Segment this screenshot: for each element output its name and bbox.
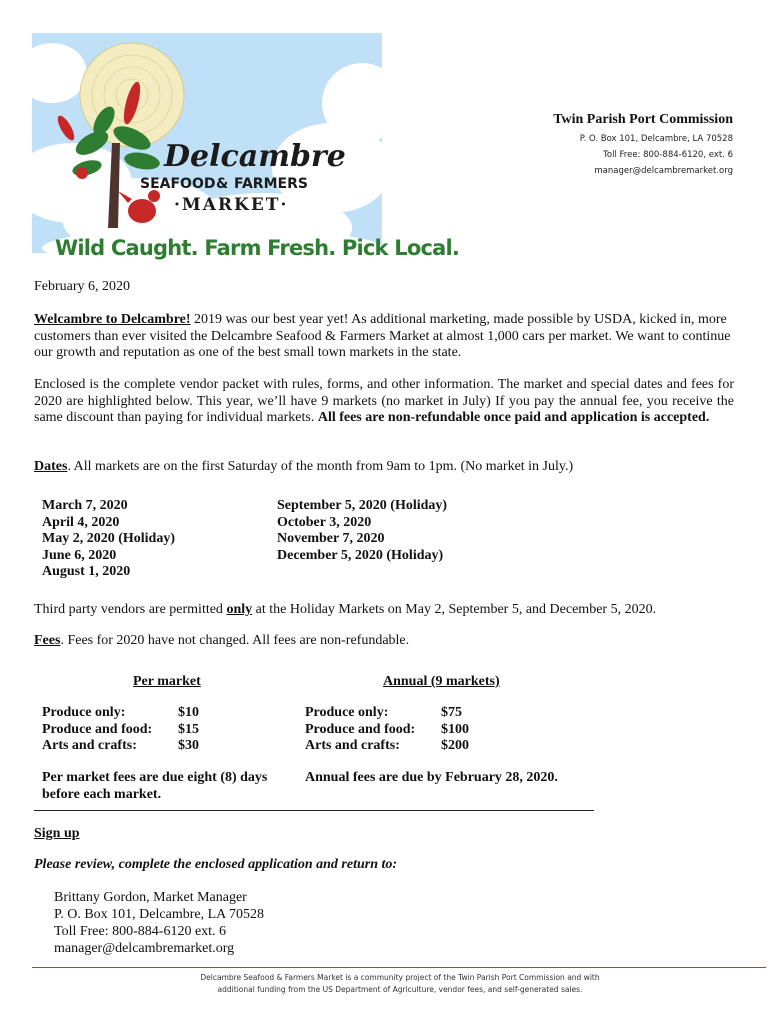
fees-paragraph	[34, 633, 734, 650]
page-footer	[120, 972, 680, 995]
third-party-paragraph	[34, 602, 734, 619]
fee-value: $100	[441, 721, 469, 737]
market-date: June 6, 2020	[42, 547, 117, 563]
fee-value: $15	[178, 721, 199, 737]
annual-header: Annual (9 markets)	[383, 674, 500, 689]
footer-line: additional funding from the US Department of Agriculture, vendor fees, and self-generated sales.	[217, 984, 583, 994]
org-name: Twin Parish Port Commission	[553, 112, 733, 127]
org-phone: Toll Free: 800-884-6120, ext. 6	[603, 150, 733, 160]
letter-date: February 6, 2020	[34, 279, 131, 294]
market-date: August 1, 2020	[42, 564, 131, 579]
annual-fees	[305, 705, 469, 755]
footer-rule	[32, 967, 766, 968]
return-address-line: Brittany Gordon, Market Manager	[54, 890, 247, 905]
fee-label: Produce and food:	[42, 721, 153, 737]
per-market-note: Per market fees are due eight (8) days before each market.	[42, 770, 268, 802]
fee-value: $200	[441, 738, 469, 753]
footer-line: Delcambre Seafood & Farmers Market is a community project of the Twin Parish Port Commission and with	[200, 973, 600, 982]
section-divider	[34, 810, 594, 811]
welcome-lead: Welcambre to Delcambre!	[34, 312, 191, 327]
market-date: September 5, 2020 (Holiday)	[277, 498, 448, 513]
fees-body: . Fees for 2020 have not changed. All fees are non-refundable.	[60, 633, 410, 648]
return-address-line: Toll Free: 800-884-6120 ext. 6	[54, 924, 227, 939]
dates-body: . All markets are on the first Saturday of the month from 9am to 1pm. (No market in July.)	[67, 459, 574, 474]
fee-label: Arts and crafts:	[42, 738, 137, 753]
dates-right-list	[277, 498, 447, 564]
fee-label: Arts and crafts:	[305, 738, 400, 753]
third-party-only: only	[226, 602, 253, 617]
enclosed-paragraph	[34, 377, 734, 427]
enclosed-body: Enclosed is the complete vendor packet with rules, forms, and other information. The market and special dates and fees for 2020 are highlighted below. This year, we’ll have 9 markets (no market in July) If you pay the annual fee, you receive the same discount than paying for individual markets.	[34, 377, 734, 425]
market-date: May 2, 2020 (Holiday)	[42, 531, 175, 546]
fee-label: Produce only:	[42, 705, 126, 720]
per-market-fees	[42, 705, 199, 755]
brand-line1: SEAFOOD	[140, 176, 216, 192]
fee-label: Produce only:	[305, 705, 389, 720]
signup-title: Sign up	[34, 826, 80, 841]
return-address-line: manager@delcambremarket.org	[54, 941, 235, 956]
fee-value: $75	[441, 705, 462, 720]
return-address-line: P. O. Box 101, Delcambre, LA 70528	[54, 907, 264, 922]
market-date: December 5, 2020 (Holiday)	[277, 547, 444, 563]
fee-label: Produce and food:	[305, 721, 416, 737]
per-market-header: Per market	[133, 674, 201, 689]
third-party-c: at the Holiday Markets on May 2, September 5, and December 5, 2020.	[252, 602, 657, 617]
enclosed-bold: All fees are non-refundable once paid and application is accepted.	[317, 410, 710, 425]
annual-note: Annual fees are due by February 28, 2020.	[305, 770, 558, 785]
market-date: March 7, 2020	[42, 498, 128, 513]
return-address	[54, 889, 754, 957]
market-date: April 4, 2020	[42, 514, 120, 530]
brand-script: Delcambre	[164, 139, 346, 174]
brand-line3: ·MARKET·	[174, 195, 289, 215]
welcome-body: 2019 was our best year yet! As additional marketing, made possible by USDA, kicked in, more customers than ever visited the Delcambre Seafood & Farmers Market at almost 1,000 cars per market. We want to continue our growth and reputation as one of the best small town markets in the state.	[34, 312, 731, 360]
brand-amp: &	[216, 176, 229, 192]
third-party-a: Third party vendors are permitted	[34, 602, 227, 617]
fees-lead: Fees	[34, 633, 61, 648]
market-date: October 3, 2020	[277, 514, 372, 530]
signup-instruction: Please review, complete the enclosed application and return to:	[34, 857, 398, 872]
dates-paragraph	[34, 459, 734, 476]
fee-value: $30	[178, 738, 199, 753]
dates-lead: Dates	[34, 459, 68, 474]
market-date: November 7, 2020	[277, 531, 385, 546]
market-logo	[32, 33, 382, 253]
welcome-paragraph	[34, 312, 734, 362]
brand-line2: FARMERS	[234, 176, 308, 192]
org-email: manager@delcambremarket.org	[594, 166, 733, 176]
org-address: P. O. Box 101, Delcambre, LA 70528	[579, 134, 733, 144]
fee-value: $10	[178, 705, 199, 720]
logo-artwork	[32, 33, 382, 253]
market-tagline: Wild Caught. Farm Fresh. Pick Local.	[55, 236, 460, 260]
dates-left-list	[42, 498, 175, 581]
